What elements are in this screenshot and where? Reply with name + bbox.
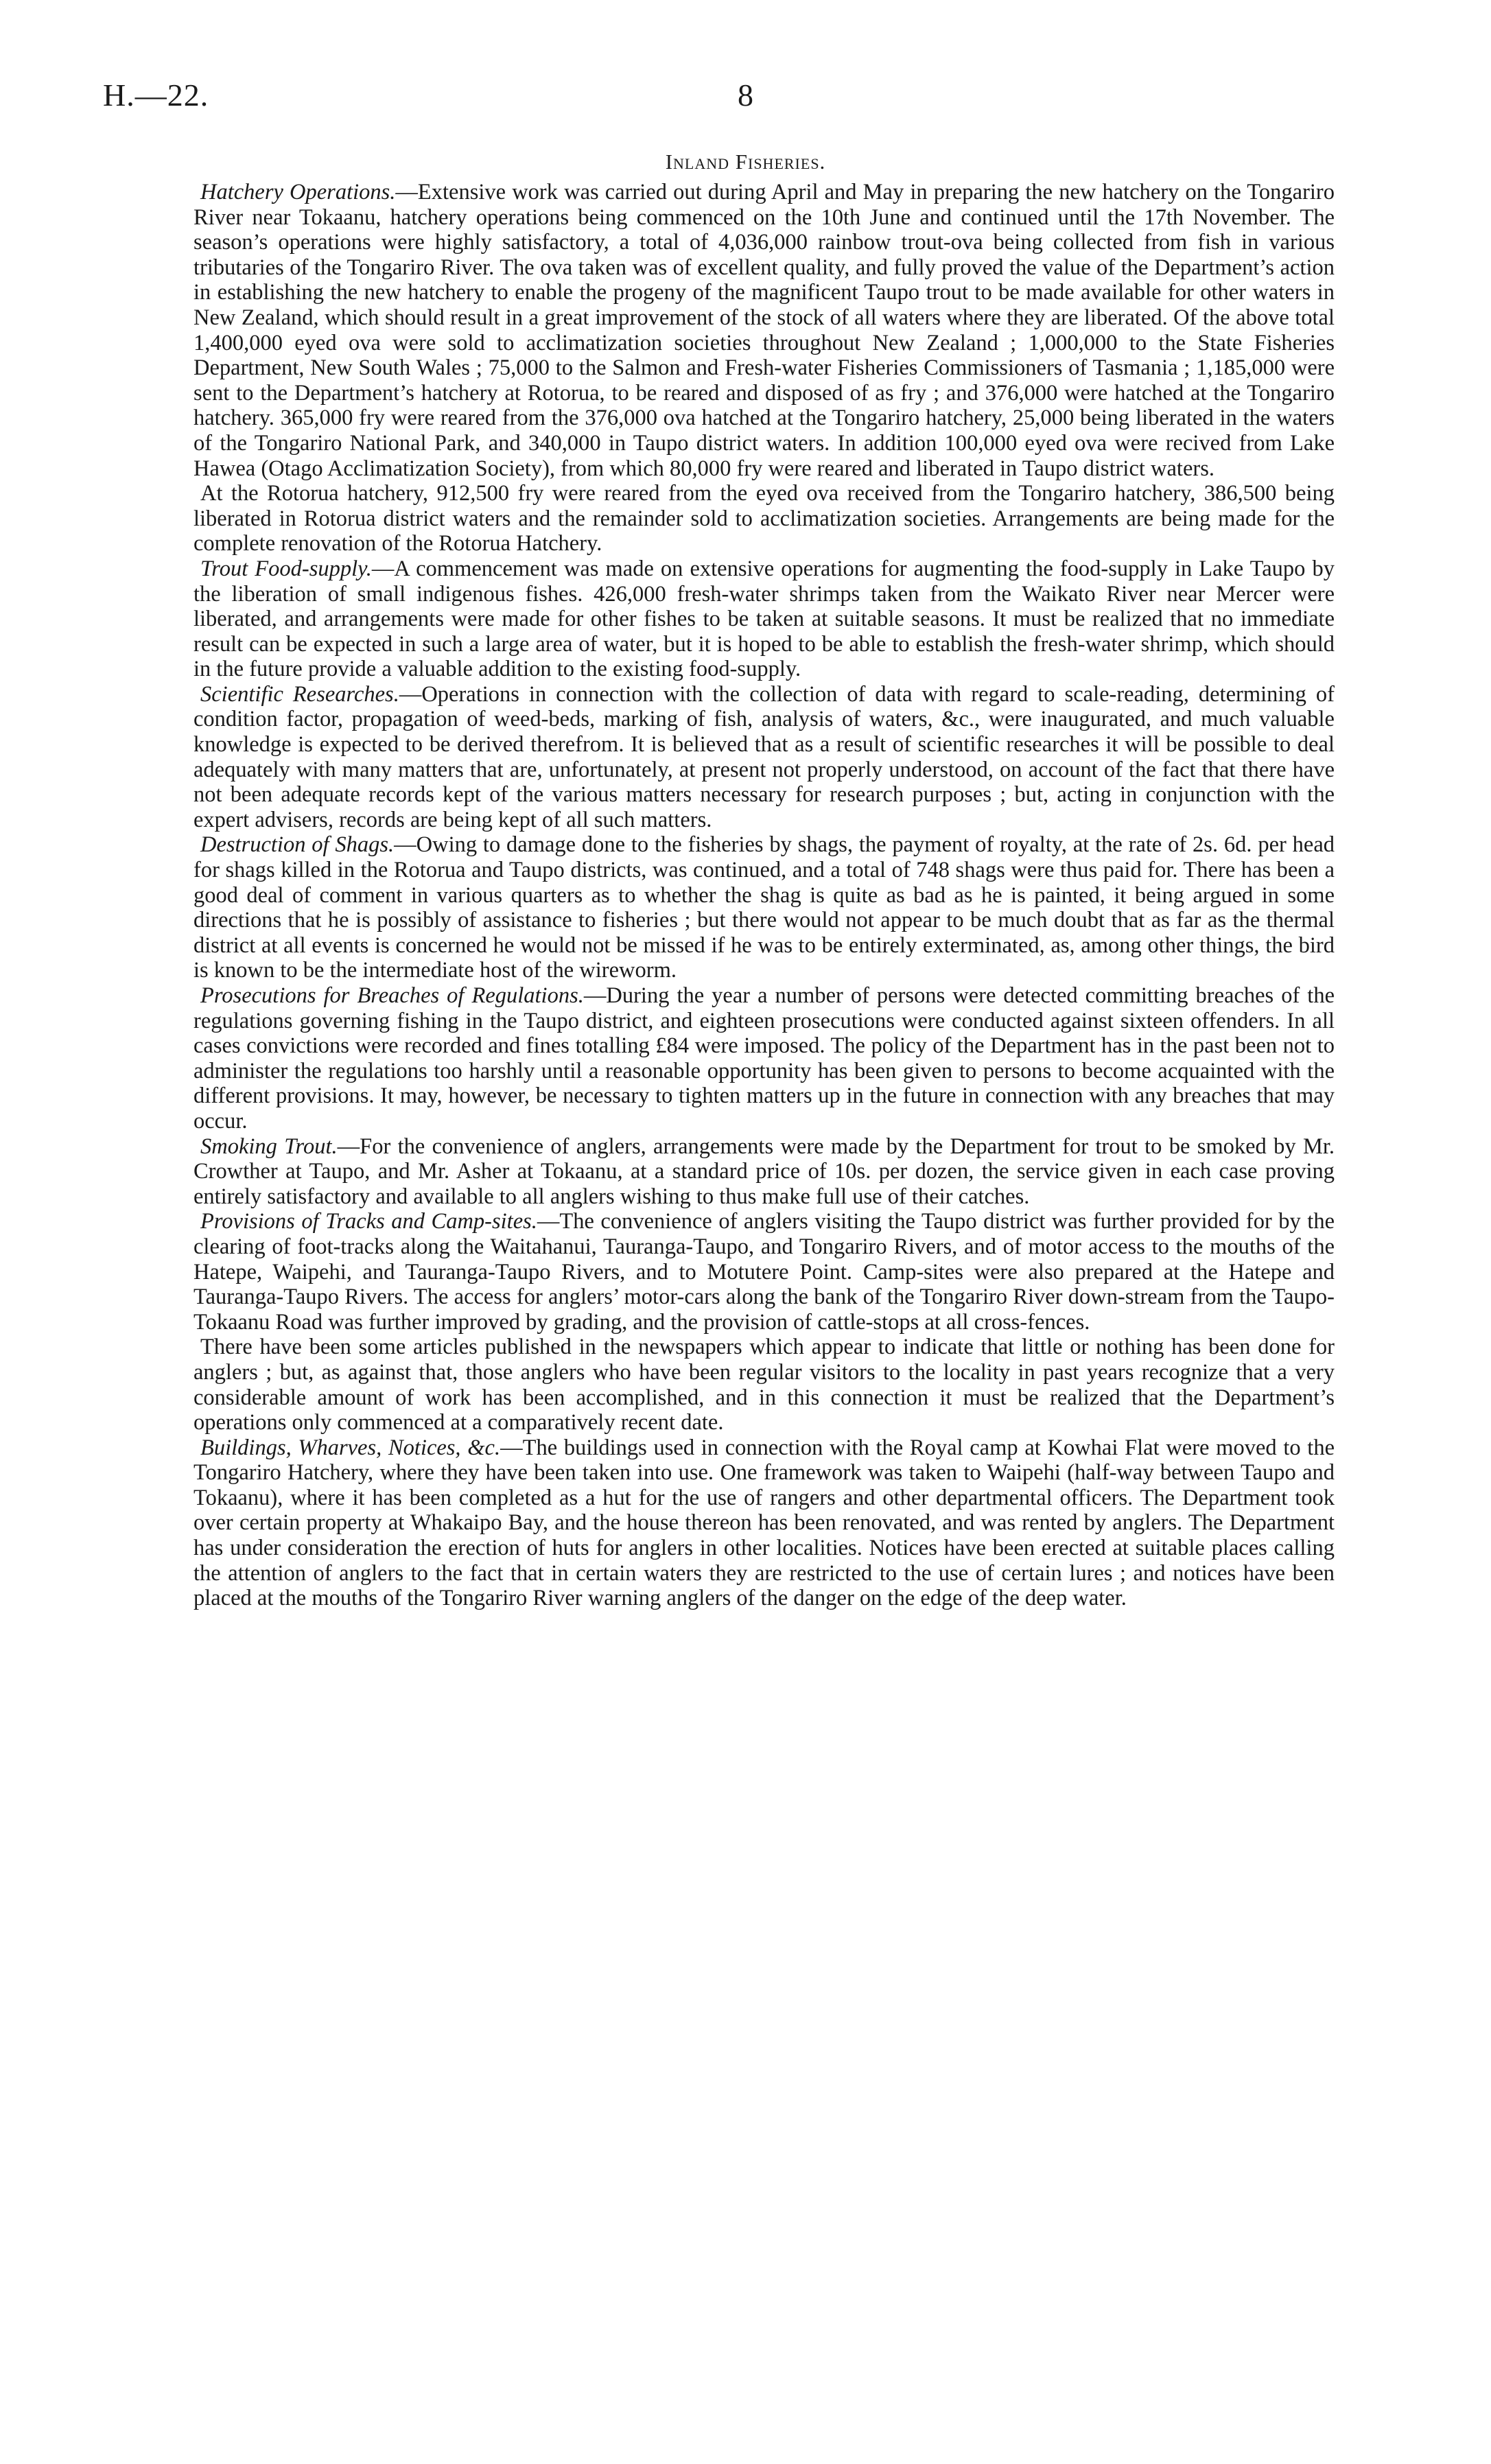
paragraph-text: At the Rotorua hatchery, 912,500 fry were reared from the eyed ova received from the Tongariro hatchery, 386,500 being liberated in Rotorua district waters and the remainder sold to acclimatization societies. Arrangements are being made for the complete renovation of the Rotorua Hatchery. [193, 481, 1335, 556]
document-id: H.—22. [103, 78, 209, 113]
paragraph-text: —The buildings used in connection with the Royal camp at Kowhai Flat were moved to the Tongariro Hatchery, where they have been taken into use. One framework was taken to Waipehi (half-way between Taupo and Tokaanu), where it has been completed as a hut for the use of rangers and other departmental officers. The Department took over certain property at Whakaipo Bay, and the house thereon has been renovated, and was rented by anglers. The Department has under consideration the erection of huts for anglers in other localities. Notices have been erected at suitable places calling the attention of anglers to the fact that in certain waters they are restricted to the use of certain lures ; and notices have been placed at the mouths of the Tongariro River warning anglers of the danger on the edge of the deep water. [193, 1435, 1335, 1611]
paragraph-text: —Extensive work was carried out during April and May in preparing the new hatchery on the Tongariro River near Tokaanu, hatchery operations being commenced on the 10th June and continued until the 17th November. The season’s operations were highly satisfactory, a total of 4,036,000 rainbow trout-ova being collected from fish in various tributaries of the Tongariro River. The ova taken was of excellent quality, and fully proved the value of the Department’s action in establishing the new hatchery to enable the progeny of the magnificent Taupo trout to be made available for other waters in New Zealand, which should result in a great improvement of the stock of all waters where they are liberated. Of the above total 1,400,000 eyed ova were sold to acclimatization societies throughout New Zealand ; 1,000,000 to the State Fisheries Department, New South Wales ; 75,000 to the Salmon and Fresh-water Fisheries Commissioners of Tasmania ; 1,185,000 were sent to the Department’s hatchery at Rotorua, to be reared and disposed of as fry ; and 376,000 were hatched at the Tongariro hatchery. 365,000 fry were reared from the 376,000 ova hatched at the Tongariro hatchery, 25,000 being liberated in the waters of the Tongariro National Park, and 340,000 in Taupo district waters. In addition 100,000 eyed ova were recived from Lake Hawea (Otago Acclimatization Society), from which 80,000 fry were reared and liberated in Taupo district waters. [193, 180, 1335, 481]
paragraph-hatchery-operations [193, 180, 1335, 481]
paragraph-smoking-trout [193, 1134, 1335, 1210]
paragraph-heading: Prosecutions for Breaches of Regulations. [200, 983, 584, 1008]
paragraph-text: —Owing to damage done to the fisheries by shags, the payment of royalty, at the rate of 2s. 6d. per head for shags killed in the Rotorua and Taupo districts, was continued, and a total of 748 shags were thus paid for. There has been a good deal of comment in various quarters as to whether the shag is quite as bad as he is painted, it being argued in some directions that he is possibly of assistance to fisheries ; but there would not appear to be much doubt that as far as the thermal district at all events is concerned he would not be missed if he was to be entirely exterminated, as, among other things, the bird is known to be the intermediate host of the wireworm. [193, 832, 1335, 983]
paragraph-text: —A commencement was made on extensive operations for augmenting the food-supply in Lake Taupo by the liberation of small indigenous fishes. 426,000 fresh-water shrimps taken from the Waikato River near Mercer were liberated, and arrangements were made for other fishes to be taken at suitable seasons. It must be realized that no immediate result can be expected in such a large area of water, but it is hoped to be able to establish the fresh-water shrimp, which should in the future provide a valuable addition to the existing food-supply. [193, 556, 1335, 682]
paragraph-heading: Scientific Researches. [200, 681, 399, 707]
paragraph-text: —For the convenience of anglers, arrangements were made by the Department for trout to be smoked by Mr. Crowther at Taupo, and Mr. Asher at Tokaanu, at a standard price of 10s. per dozen, the service given in each case proving entirely satisfactory and available to all anglers wishing to thus make full use of their catches. [193, 1134, 1335, 1209]
paragraph-heading: Destruction of Shags. [200, 832, 395, 858]
paragraph-heading: Smoking Trout. [200, 1134, 338, 1159]
page-number: 8 [738, 78, 753, 113]
paragraph-rotorua-hatchery [193, 481, 1335, 556]
paragraph-heading: Hatchery Operations. [200, 180, 396, 204]
paragraph-tracks-camp-sites [193, 1209, 1335, 1335]
paragraph-text: There have been some articles published in the newspapers which appear to indicate that little or nothing has been done for anglers ; but, as against that, those anglers who have been regular visitors to the locality in past years recognize that a very considerable amount of work has been accomplished, and in this connection it must be realized that the Department’s operations only commenced at a comparatively recent date. [193, 1335, 1335, 1435]
paragraph-prosecutions [193, 983, 1335, 1134]
paragraph-text: —Operations in connection with the collection of data with regard to scale-reading, determining of condition factor, propagation of weed-beds, marking of fish, analysis of waters, &c., were inaugurated, and much valuable knowledge is expected to be derived therefrom. It is believed that as a result of scientific researches it will be possible to deal adequately with many matters that are, unfortunately, at present not properly understood, on account of the fact that there have not been adequate records kept of the various matters necessary for research purposes ; but, acting in conjunction with the expert advisers, records are being kept of all such matters. [193, 681, 1335, 832]
paragraph-heading: Trout Food-supply. [200, 556, 372, 581]
paragraph-text: —The convenience of anglers visiting the Taupo district was further provided for by the clearing of foot-tracks along the Waitahanui, Tauranga-Taupo, and Tongariro Rivers, and of motor access to the mouths of the Hatepe, Waipehi, and Tauranga-Taupo Rivers, and to Motutere Point. Camp-sites were also prepared at the Hatepe and Tauranga-Taupo Rivers. The access for anglers’ motor-cars along the bank of the Tongariro River down-stream from the Taupo-Tokaanu Road was further improved by grading, and the provision of cattle-stops at all cross-fences. [193, 1209, 1335, 1335]
page-header [103, 77, 1388, 125]
section-title: Inland Fisheries. [665, 150, 826, 174]
paragraph-trout-food-supply [193, 556, 1335, 682]
paragraph-destruction-of-shags [193, 832, 1335, 983]
body-text [193, 180, 1335, 1611]
paragraph-heading: Provisions of Tracks and Camp-sites. [200, 1209, 537, 1234]
paragraph-scientific-researches [193, 682, 1335, 833]
paragraph-newspaper-articles [193, 1335, 1335, 1435]
paragraph-buildings-wharves-notices [193, 1435, 1335, 1611]
paragraph-heading: Buildings, Wharves, Notices, &c. [200, 1435, 501, 1460]
paragraph-text: —During the year a number of persons were detected committing breaches of the regulations governing fishing in the Taupo district, and eighteen prosecutions were conducted against sixteen offenders. In all cases convictions were recorded and fines totalling £84 were imposed. The policy of the Department has in the past been not to administer the regulations too harshly until a reasonable opportunity has been given to persons to become acquainted with the different provisions. It may, however, be necessary to tighten matters up in the future in connection with any breaches that may occur. [193, 983, 1335, 1134]
